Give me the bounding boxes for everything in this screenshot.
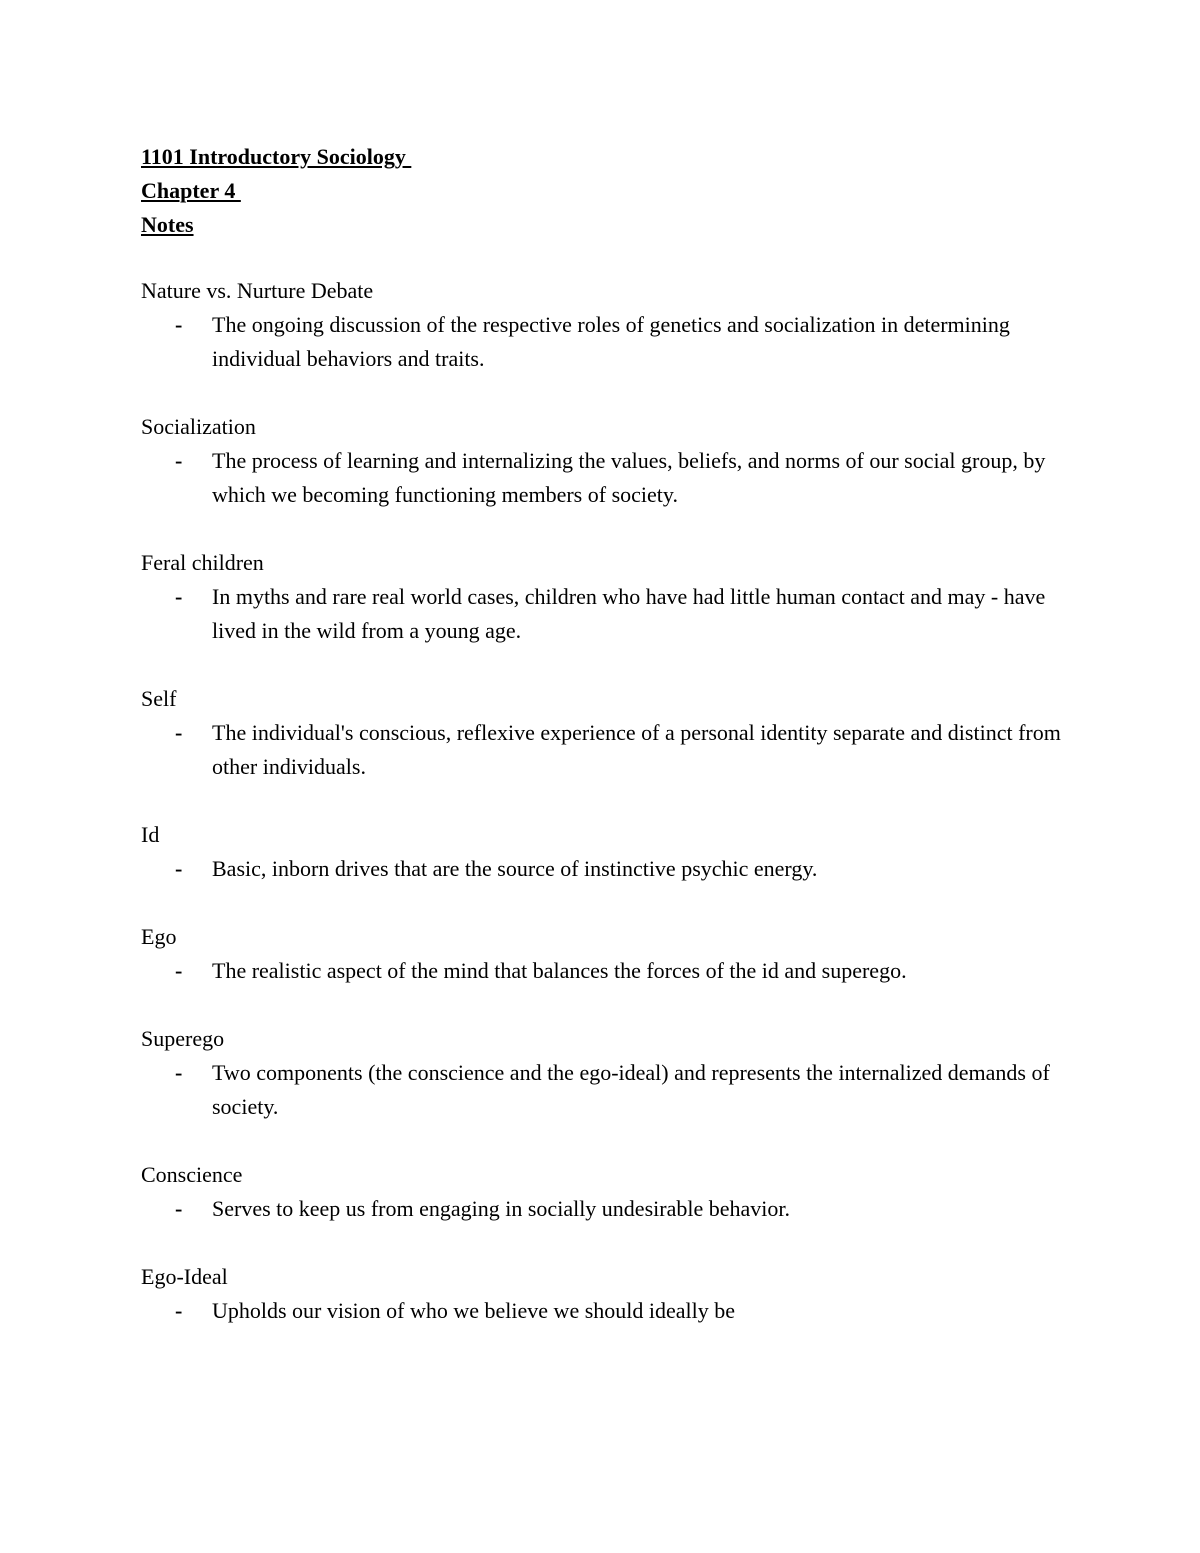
- definition-list: [141, 1294, 1081, 1328]
- definition-item: [141, 1294, 1081, 1328]
- definition-text: The ongoing discussion of the respective roles of genetics and socialization in determining individual behaviors and traits.: [212, 312, 1010, 371]
- dash-bullet: -: [175, 958, 183, 983]
- definition-item: [141, 580, 1081, 648]
- definition-list: [141, 580, 1081, 648]
- definition-item: [141, 308, 1081, 376]
- dash-bullet: -: [175, 1060, 183, 1085]
- dash-bullet: -: [175, 1298, 183, 1323]
- definition-list: [141, 308, 1081, 376]
- term-heading: Socialization: [141, 414, 256, 439]
- definition-list: [141, 716, 1081, 784]
- entry-superego: [141, 1022, 1081, 1124]
- entry-feral-children: [141, 546, 1081, 648]
- definition-text: Serves to keep us from engaging in socially undesirable behavior.: [212, 1196, 790, 1221]
- definition-list: [141, 954, 1081, 988]
- definition-item: [141, 1056, 1081, 1124]
- document-page: [141, 140, 1081, 1362]
- definition-text: Upholds our vision of who we believe we should ideally be: [212, 1298, 736, 1323]
- dash-bullet: -: [175, 856, 183, 881]
- term-heading: Feral children: [141, 550, 264, 575]
- term-heading: Nature vs. Nurture Debate: [141, 278, 374, 303]
- dash-bullet: -: [175, 312, 183, 337]
- dash-bullet: -: [175, 720, 183, 745]
- entry-nature-vs-nurture: [141, 274, 1081, 376]
- dash-bullet: -: [175, 584, 183, 609]
- definition-item: [141, 444, 1081, 512]
- entry-ego: [141, 920, 1081, 988]
- term-heading: Conscience: [141, 1162, 243, 1187]
- definition-text: The realistic aspect of the mind that balances the forces of the id and superego.: [212, 958, 907, 983]
- term-heading: Ego-Ideal: [141, 1264, 228, 1289]
- definition-list: [141, 852, 1081, 886]
- definition-item: [141, 1192, 1081, 1226]
- dash-bullet: -: [175, 448, 183, 473]
- term-heading: Self: [141, 686, 177, 711]
- definition-list: [141, 1192, 1081, 1226]
- course-title: 1101 Introductory Sociology: [141, 144, 412, 169]
- definition-list: [141, 444, 1081, 512]
- definition-item: [141, 716, 1081, 784]
- term-heading: Superego: [141, 1026, 225, 1051]
- definition-text: The individual's conscious, reflexive experience of a personal identity separate and distinct from other individuals.: [212, 720, 1061, 779]
- definition-text: In myths and rare real world cases, children who have had little human contact and may - have lived in the wild from a young age.: [212, 584, 1046, 643]
- definition-list: [141, 1056, 1081, 1124]
- entry-conscience: [141, 1158, 1081, 1226]
- entry-ego-ideal: [141, 1260, 1081, 1328]
- definition-text: Two components (the conscience and the ego-ideal) and represents the internalized demands of society.: [212, 1060, 1050, 1119]
- notes-title: Notes: [141, 212, 194, 237]
- term-heading: Ego: [141, 924, 177, 949]
- entry-id: [141, 818, 1081, 886]
- term-heading: Id: [141, 822, 160, 847]
- definition-item: [141, 852, 1081, 886]
- definition-item: [141, 954, 1081, 988]
- document-header: [141, 140, 1081, 242]
- entry-socialization: [141, 410, 1081, 512]
- dash-bullet: -: [175, 1196, 183, 1221]
- definition-text: The process of learning and internalizing the values, beliefs, and norms of our social group, by which we becoming functioning members of society.: [212, 448, 1046, 507]
- chapter-title: Chapter 4: [141, 178, 241, 203]
- entry-self: [141, 682, 1081, 784]
- definition-text: Basic, inborn drives that are the source of instinctive psychic energy.: [212, 856, 818, 881]
